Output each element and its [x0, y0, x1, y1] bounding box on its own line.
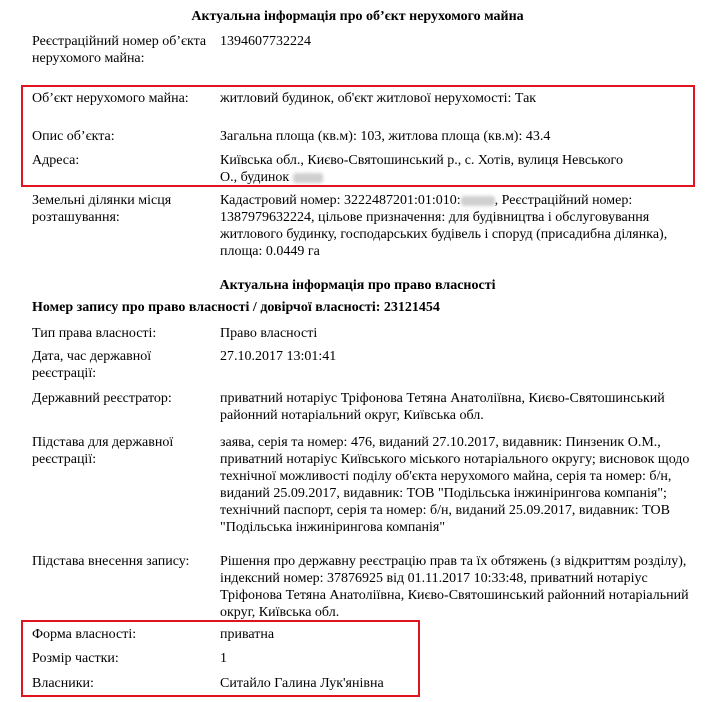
row-value: приватна — [220, 627, 275, 642]
row-label: Розмір частки: — [32, 651, 119, 666]
row-label: Адреса: — [32, 153, 80, 168]
row-value: Ситайло Галина Лук'янівна — [220, 676, 384, 691]
object-section-title: Актуальна інформація про об’єкт нерухомого майна — [191, 9, 524, 24]
row-value: заява, серія та номер: 476, виданий 27.10.2017, видавник: Пинзеник О.М., приватний нотаріус Київського міського нотаріального округу; висновок щодо технічної можливості поділу об'єкта нерухомого майна, серія та номер: б/н, виданий 25.09.2017, видавник: ТОВ "Подільська інжинірингова компанія"; технічний паспорт, серія та номер: б/н, виданий 25.09.2017, видавник: ТОВ "Подільська інжинірингова компанія" — [220, 435, 690, 535]
row-label: Об’єкт нерухомого майна: — [32, 91, 189, 106]
row-value: 27.10.2017 13:01:41 — [220, 349, 337, 364]
row-label: Тип права власності: — [32, 326, 157, 341]
row-value — [220, 192, 700, 260]
row-label: Реєстраційний номер об’єкта нерухомого майна: — [32, 34, 207, 66]
rights-section-title: Актуальна інформація про право власності — [219, 278, 496, 293]
highlight-box-ownership — [21, 620, 420, 697]
land-plot-rest: , Реєстраційний номер: 1387979632224, цільове призначення: для будівництва і обслуговування житлового будинку, господарських будівель і споруд (присадибна ділянка), площа: 0.0449 га — [220, 193, 668, 259]
row-value: Рішення про державну реєстрацію прав та їх обтяжень (з відкриттям розділу), індексний номер: 37876925 від 01.11.2017 10:33:48, приватний нотаріус Тріфонова Тетяна Анатоліївна, Києво-Святошинський районний нотаріальний округ, Київська обл. — [220, 554, 689, 620]
record-number-heading: Номер запису про право власності / довірчої власності: 23121454 — [32, 300, 440, 315]
row-label: Земельні ділянки місця розташування: — [32, 193, 172, 225]
row-label: Державний реєстратор: — [32, 391, 172, 406]
redacted-cadastral-part — [461, 196, 495, 206]
row-value: 1394607732224 — [220, 34, 311, 49]
row-label: Дата, час державної реєстрації: — [32, 349, 152, 381]
row-value: Право власності — [220, 326, 318, 341]
address-line-1: Київська обл., Києво-Святошинський р., с. Хотів, вулиця Невського — [220, 153, 623, 168]
row-label: Опис об’єкта: — [32, 129, 115, 144]
row-value: Загальна площа (кв.м): 103, житлова площа (кв.м): 43.4 — [220, 129, 551, 144]
row-label: Власники: — [32, 676, 94, 691]
address-line-2-text: О., будинок — [220, 170, 290, 185]
row-label: Форма власності: — [32, 627, 137, 642]
row-value: 1 — [220, 651, 227, 666]
highlight-box-object — [21, 85, 695, 187]
row-label: Підстава внесення запису: — [32, 554, 190, 569]
row-value: житловий будинок, об'єкт житлової нерухомості: Так — [220, 91, 537, 106]
row-label: Підстава для державної реєстрації: — [32, 435, 174, 467]
row-value: приватний нотаріус Тріфонова Тетяна Анатоліївна, Києво-Святошинський районний нотаріальний округ, Київська обл. — [220, 391, 665, 423]
cadastral-prefix: Кадастровий номер: 3222487201:01:010: — [220, 193, 461, 208]
